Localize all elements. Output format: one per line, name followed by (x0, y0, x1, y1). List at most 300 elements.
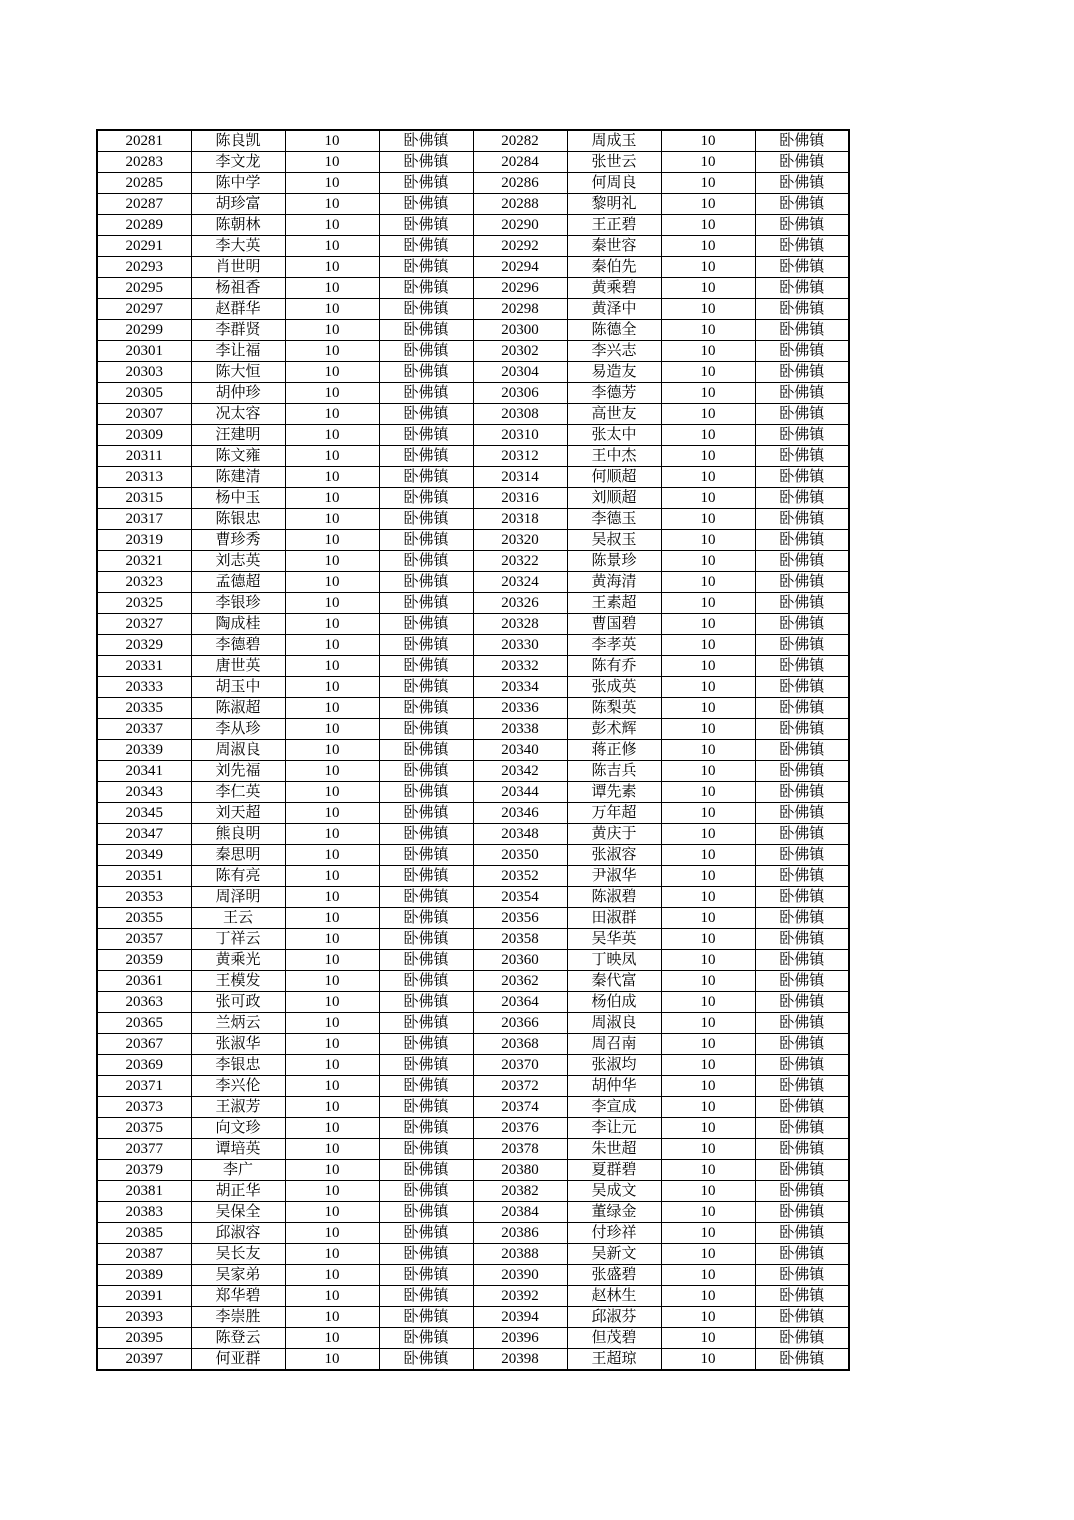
left-town-cell: 卧佛镇 (379, 130, 473, 152)
right-name-cell: 陈德全 (567, 320, 661, 341)
right-amount-cell: 10 (661, 446, 755, 467)
left-amount-cell: 10 (285, 152, 379, 173)
left-amount-cell: 10 (285, 950, 379, 971)
right-name-cell: 李德芳 (567, 383, 661, 404)
right-id-cell: 20364 (473, 992, 567, 1013)
left-amount-cell: 10 (285, 1244, 379, 1265)
right-town-cell: 卧佛镇 (755, 1223, 849, 1244)
left-id-cell: 20379 (97, 1160, 191, 1181)
left-town-cell: 卧佛镇 (379, 971, 473, 992)
right-name-cell: 邱淑芬 (567, 1307, 661, 1328)
left-name-cell: 周泽明 (191, 887, 285, 908)
right-town-cell: 卧佛镇 (755, 1307, 849, 1328)
right-amount-cell: 10 (661, 509, 755, 530)
right-name-cell: 陈淑碧 (567, 887, 661, 908)
table-row (97, 215, 849, 236)
right-amount-cell: 10 (661, 425, 755, 446)
table-row (97, 824, 849, 845)
left-town-cell: 卧佛镇 (379, 1265, 473, 1286)
right-town-cell: 卧佛镇 (755, 992, 849, 1013)
right-name-cell: 张淑容 (567, 845, 661, 866)
right-amount-cell: 10 (661, 803, 755, 824)
left-amount-cell: 10 (285, 1328, 379, 1349)
right-id-cell: 20340 (473, 740, 567, 761)
right-amount-cell: 10 (661, 845, 755, 866)
table-row (97, 509, 849, 530)
left-town-cell: 卧佛镇 (379, 1139, 473, 1160)
right-amount-cell: 10 (661, 614, 755, 635)
left-town-cell: 卧佛镇 (379, 908, 473, 929)
left-id-cell: 20327 (97, 614, 191, 635)
right-id-cell: 20336 (473, 698, 567, 719)
right-amount-cell: 10 (661, 152, 755, 173)
left-id-cell: 20375 (97, 1118, 191, 1139)
right-id-cell: 20380 (473, 1160, 567, 1181)
left-amount-cell: 10 (285, 1160, 379, 1181)
left-id-cell: 20393 (97, 1307, 191, 1328)
left-amount-cell: 10 (285, 257, 379, 278)
right-id-cell: 20390 (473, 1265, 567, 1286)
left-amount-cell: 10 (285, 803, 379, 824)
right-amount-cell: 10 (661, 278, 755, 299)
right-town-cell: 卧佛镇 (755, 1118, 849, 1139)
right-name-cell: 周淑良 (567, 1013, 661, 1034)
left-amount-cell: 10 (285, 1286, 379, 1307)
left-amount-cell: 10 (285, 215, 379, 236)
left-amount-cell: 10 (285, 1076, 379, 1097)
right-id-cell: 20316 (473, 488, 567, 509)
right-amount-cell: 10 (661, 1202, 755, 1223)
left-amount-cell: 10 (285, 362, 379, 383)
left-id-cell: 20381 (97, 1181, 191, 1202)
left-amount-cell: 10 (285, 1265, 379, 1286)
right-id-cell: 20296 (473, 278, 567, 299)
left-amount-cell: 10 (285, 929, 379, 950)
right-name-cell: 秦代富 (567, 971, 661, 992)
right-town-cell: 卧佛镇 (755, 1181, 849, 1202)
left-id-cell: 20389 (97, 1265, 191, 1286)
left-amount-cell: 10 (285, 1139, 379, 1160)
right-id-cell: 20324 (473, 572, 567, 593)
left-name-cell: 陈建清 (191, 467, 285, 488)
left-id-cell: 20361 (97, 971, 191, 992)
left-town-cell: 卧佛镇 (379, 845, 473, 866)
right-amount-cell: 10 (661, 1286, 755, 1307)
left-name-cell: 李兴伦 (191, 1076, 285, 1097)
table-row (97, 299, 849, 320)
right-town-cell: 卧佛镇 (755, 446, 849, 467)
right-id-cell: 20286 (473, 173, 567, 194)
left-name-cell: 胡正华 (191, 1181, 285, 1202)
left-name-cell: 肖世明 (191, 257, 285, 278)
right-town-cell: 卧佛镇 (755, 1265, 849, 1286)
right-id-cell: 20344 (473, 782, 567, 803)
right-id-cell: 20382 (473, 1181, 567, 1202)
left-town-cell: 卧佛镇 (379, 299, 473, 320)
right-id-cell: 20284 (473, 152, 567, 173)
left-amount-cell: 10 (285, 404, 379, 425)
right-town-cell: 卧佛镇 (755, 824, 849, 845)
left-id-cell: 20341 (97, 761, 191, 782)
right-name-cell: 尹淑华 (567, 866, 661, 887)
left-name-cell: 向文珍 (191, 1118, 285, 1139)
right-amount-cell: 10 (661, 740, 755, 761)
left-town-cell: 卧佛镇 (379, 593, 473, 614)
right-amount-cell: 10 (661, 1244, 755, 1265)
roster-sheet (96, 129, 848, 1371)
left-amount-cell: 10 (285, 299, 379, 320)
left-id-cell: 20299 (97, 320, 191, 341)
right-town-cell: 卧佛镇 (755, 1328, 849, 1349)
right-town-cell: 卧佛镇 (755, 130, 849, 152)
table-row (97, 635, 849, 656)
right-amount-cell: 10 (661, 1118, 755, 1139)
left-amount-cell: 10 (285, 1097, 379, 1118)
right-id-cell: 20298 (473, 299, 567, 320)
left-amount-cell: 10 (285, 614, 379, 635)
right-town-cell: 卧佛镇 (755, 1202, 849, 1223)
table-row (97, 992, 849, 1013)
right-amount-cell: 10 (661, 1076, 755, 1097)
left-town-cell: 卧佛镇 (379, 635, 473, 656)
right-id-cell: 20338 (473, 719, 567, 740)
right-id-cell: 20330 (473, 635, 567, 656)
right-town-cell: 卧佛镇 (755, 320, 849, 341)
right-amount-cell: 10 (661, 1349, 755, 1371)
left-amount-cell: 10 (285, 194, 379, 215)
right-amount-cell: 10 (661, 257, 755, 278)
right-town-cell: 卧佛镇 (755, 194, 849, 215)
left-town-cell: 卧佛镇 (379, 866, 473, 887)
left-town-cell: 卧佛镇 (379, 677, 473, 698)
left-name-cell: 胡仲珍 (191, 383, 285, 404)
left-amount-cell: 10 (285, 698, 379, 719)
right-town-cell: 卧佛镇 (755, 362, 849, 383)
left-id-cell: 20291 (97, 236, 191, 257)
right-town-cell: 卧佛镇 (755, 782, 849, 803)
table-row (97, 971, 849, 992)
left-amount-cell: 10 (285, 278, 379, 299)
right-amount-cell: 10 (661, 971, 755, 992)
table-row (97, 1265, 849, 1286)
right-name-cell: 刘顺超 (567, 488, 661, 509)
left-name-cell: 陈良凯 (191, 130, 285, 152)
right-name-cell: 万年超 (567, 803, 661, 824)
left-name-cell: 张淑华 (191, 1034, 285, 1055)
left-id-cell: 20397 (97, 1349, 191, 1371)
left-id-cell: 20317 (97, 509, 191, 530)
left-name-cell: 熊良明 (191, 824, 285, 845)
left-id-cell: 20337 (97, 719, 191, 740)
left-town-cell: 卧佛镇 (379, 1076, 473, 1097)
left-town-cell: 卧佛镇 (379, 887, 473, 908)
right-id-cell: 20376 (473, 1118, 567, 1139)
left-id-cell: 20369 (97, 1055, 191, 1076)
right-town-cell: 卧佛镇 (755, 383, 849, 404)
right-amount-cell: 10 (661, 1013, 755, 1034)
right-name-cell: 张太中 (567, 425, 661, 446)
left-town-cell: 卧佛镇 (379, 257, 473, 278)
right-id-cell: 20326 (473, 593, 567, 614)
left-id-cell: 20367 (97, 1034, 191, 1055)
table-row (97, 1328, 849, 1349)
left-town-cell: 卧佛镇 (379, 1181, 473, 1202)
left-amount-cell: 10 (285, 1013, 379, 1034)
right-id-cell: 20310 (473, 425, 567, 446)
right-name-cell: 黄乘碧 (567, 278, 661, 299)
left-name-cell: 邱淑容 (191, 1223, 285, 1244)
left-id-cell: 20309 (97, 425, 191, 446)
table-row (97, 362, 849, 383)
right-amount-cell: 10 (661, 1307, 755, 1328)
table-row (97, 908, 849, 929)
left-id-cell: 20339 (97, 740, 191, 761)
right-amount-cell: 10 (661, 1055, 755, 1076)
right-town-cell: 卧佛镇 (755, 971, 849, 992)
table-row (97, 236, 849, 257)
right-name-cell: 黄庆于 (567, 824, 661, 845)
left-town-cell: 卧佛镇 (379, 614, 473, 635)
right-town-cell: 卧佛镇 (755, 740, 849, 761)
left-id-cell: 20315 (97, 488, 191, 509)
right-name-cell: 蒋正修 (567, 740, 661, 761)
right-id-cell: 20290 (473, 215, 567, 236)
table-row (97, 383, 849, 404)
left-name-cell: 杨中玉 (191, 488, 285, 509)
left-amount-cell: 10 (285, 635, 379, 656)
table-row (97, 719, 849, 740)
left-name-cell: 秦思明 (191, 845, 285, 866)
left-name-cell: 李大英 (191, 236, 285, 257)
right-id-cell: 20304 (473, 362, 567, 383)
table-row (97, 803, 849, 824)
left-amount-cell: 10 (285, 173, 379, 194)
left-id-cell: 20283 (97, 152, 191, 173)
left-town-cell: 卧佛镇 (379, 1034, 473, 1055)
left-name-cell: 王云 (191, 908, 285, 929)
right-town-cell: 卧佛镇 (755, 488, 849, 509)
right-amount-cell: 10 (661, 320, 755, 341)
table-row (97, 425, 849, 446)
left-amount-cell: 10 (285, 656, 379, 677)
left-id-cell: 20383 (97, 1202, 191, 1223)
table-row (97, 320, 849, 341)
left-name-cell: 李广 (191, 1160, 285, 1181)
left-amount-cell: 10 (285, 740, 379, 761)
left-id-cell: 20357 (97, 929, 191, 950)
right-name-cell: 吴新文 (567, 1244, 661, 1265)
right-name-cell: 李兴志 (567, 341, 661, 362)
table-row (97, 698, 849, 719)
table-row (97, 740, 849, 761)
left-id-cell: 20295 (97, 278, 191, 299)
table-row (97, 1286, 849, 1307)
left-id-cell: 20371 (97, 1076, 191, 1097)
left-name-cell: 谭培英 (191, 1139, 285, 1160)
left-amount-cell: 10 (285, 1118, 379, 1139)
right-id-cell: 20312 (473, 446, 567, 467)
right-name-cell: 付珍祥 (567, 1223, 661, 1244)
right-amount-cell: 10 (661, 593, 755, 614)
left-town-cell: 卧佛镇 (379, 194, 473, 215)
right-amount-cell: 10 (661, 215, 755, 236)
left-town-cell: 卧佛镇 (379, 1160, 473, 1181)
right-town-cell: 卧佛镇 (755, 152, 849, 173)
table-row (97, 341, 849, 362)
left-id-cell: 20329 (97, 635, 191, 656)
left-town-cell: 卧佛镇 (379, 425, 473, 446)
left-town-cell: 卧佛镇 (379, 1118, 473, 1139)
left-amount-cell: 10 (285, 1181, 379, 1202)
right-name-cell: 赵林生 (567, 1286, 661, 1307)
right-town-cell: 卧佛镇 (755, 1055, 849, 1076)
left-id-cell: 20325 (97, 593, 191, 614)
right-id-cell: 20374 (473, 1097, 567, 1118)
right-name-cell: 李孝英 (567, 635, 661, 656)
left-town-cell: 卧佛镇 (379, 1328, 473, 1349)
left-amount-cell: 10 (285, 719, 379, 740)
right-town-cell: 卧佛镇 (755, 1013, 849, 1034)
table-row (97, 152, 849, 173)
left-name-cell: 陈大恒 (191, 362, 285, 383)
roster-table (96, 129, 850, 1371)
right-town-cell: 卧佛镇 (755, 635, 849, 656)
left-town-cell: 卧佛镇 (379, 992, 473, 1013)
left-amount-cell: 10 (285, 1202, 379, 1223)
table-row (97, 572, 849, 593)
right-name-cell: 吴叔玉 (567, 530, 661, 551)
left-name-cell: 陈淑超 (191, 698, 285, 719)
left-amount-cell: 10 (285, 887, 379, 908)
table-row (97, 593, 849, 614)
right-amount-cell: 10 (661, 236, 755, 257)
left-name-cell: 何亚群 (191, 1349, 285, 1371)
left-id-cell: 20319 (97, 530, 191, 551)
right-id-cell: 20350 (473, 845, 567, 866)
left-id-cell: 20363 (97, 992, 191, 1013)
left-amount-cell: 10 (285, 551, 379, 572)
left-amount-cell: 10 (285, 488, 379, 509)
left-town-cell: 卧佛镇 (379, 173, 473, 194)
right-town-cell: 卧佛镇 (755, 1349, 849, 1371)
left-amount-cell: 10 (285, 236, 379, 257)
right-id-cell: 20306 (473, 383, 567, 404)
right-id-cell: 20370 (473, 1055, 567, 1076)
right-id-cell: 20348 (473, 824, 567, 845)
left-id-cell: 20373 (97, 1097, 191, 1118)
right-name-cell: 张盛碧 (567, 1265, 661, 1286)
left-amount-cell: 10 (285, 782, 379, 803)
right-town-cell: 卧佛镇 (755, 425, 849, 446)
left-amount-cell: 10 (285, 908, 379, 929)
left-id-cell: 20359 (97, 950, 191, 971)
left-amount-cell: 10 (285, 425, 379, 446)
left-id-cell: 20287 (97, 194, 191, 215)
right-amount-cell: 10 (661, 1160, 755, 1181)
left-name-cell: 曹珍秀 (191, 530, 285, 551)
right-amount-cell: 10 (661, 1139, 755, 1160)
left-town-cell: 卧佛镇 (379, 152, 473, 173)
right-id-cell: 20386 (473, 1223, 567, 1244)
right-name-cell: 秦世容 (567, 236, 661, 257)
left-name-cell: 陈中学 (191, 173, 285, 194)
left-id-cell: 20313 (97, 467, 191, 488)
left-town-cell: 卧佛镇 (379, 509, 473, 530)
right-id-cell: 20394 (473, 1307, 567, 1328)
right-amount-cell: 10 (661, 950, 755, 971)
table-row (97, 1118, 849, 1139)
right-id-cell: 20308 (473, 404, 567, 425)
right-id-cell: 20372 (473, 1076, 567, 1097)
left-amount-cell: 10 (285, 992, 379, 1013)
right-amount-cell: 10 (661, 467, 755, 488)
table-row (97, 887, 849, 908)
right-id-cell: 20318 (473, 509, 567, 530)
right-name-cell: 田淑群 (567, 908, 661, 929)
right-name-cell: 王超琼 (567, 1349, 661, 1371)
left-name-cell: 李银忠 (191, 1055, 285, 1076)
right-town-cell: 卧佛镇 (755, 593, 849, 614)
right-amount-cell: 10 (661, 635, 755, 656)
left-town-cell: 卧佛镇 (379, 215, 473, 236)
right-town-cell: 卧佛镇 (755, 215, 849, 236)
left-name-cell: 陈文雍 (191, 446, 285, 467)
left-amount-cell: 10 (285, 530, 379, 551)
left-town-cell: 卧佛镇 (379, 929, 473, 950)
table-row (97, 1034, 849, 1055)
right-amount-cell: 10 (661, 887, 755, 908)
right-town-cell: 卧佛镇 (755, 866, 849, 887)
right-town-cell: 卧佛镇 (755, 404, 849, 425)
table-row (97, 761, 849, 782)
right-town-cell: 卧佛镇 (755, 677, 849, 698)
right-town-cell: 卧佛镇 (755, 572, 849, 593)
left-town-cell: 卧佛镇 (379, 803, 473, 824)
right-name-cell: 彭术辉 (567, 719, 661, 740)
left-town-cell: 卧佛镇 (379, 446, 473, 467)
left-id-cell: 20355 (97, 908, 191, 929)
right-town-cell: 卧佛镇 (755, 278, 849, 299)
left-name-cell: 周淑良 (191, 740, 285, 761)
left-town-cell: 卧佛镇 (379, 278, 473, 299)
right-id-cell: 20368 (473, 1034, 567, 1055)
roster-table-body (97, 130, 849, 1370)
right-name-cell: 高世友 (567, 404, 661, 425)
left-amount-cell: 10 (285, 383, 379, 404)
right-amount-cell: 10 (661, 1034, 755, 1055)
left-amount-cell: 10 (285, 130, 379, 152)
table-row (97, 278, 849, 299)
left-id-cell: 20333 (97, 677, 191, 698)
right-id-cell: 20352 (473, 866, 567, 887)
right-name-cell: 易造友 (567, 362, 661, 383)
table-row (97, 1013, 849, 1034)
left-name-cell: 唐世英 (191, 656, 285, 677)
table-row (97, 845, 849, 866)
right-id-cell: 20332 (473, 656, 567, 677)
right-town-cell: 卧佛镇 (755, 929, 849, 950)
right-name-cell: 何周良 (567, 173, 661, 194)
right-name-cell: 李宣成 (567, 1097, 661, 1118)
table-row (97, 1181, 849, 1202)
right-town-cell: 卧佛镇 (755, 761, 849, 782)
right-town-cell: 卧佛镇 (755, 236, 849, 257)
right-town-cell: 卧佛镇 (755, 257, 849, 278)
right-id-cell: 20392 (473, 1286, 567, 1307)
table-row (97, 173, 849, 194)
left-id-cell: 20351 (97, 866, 191, 887)
left-name-cell: 陶成桂 (191, 614, 285, 635)
